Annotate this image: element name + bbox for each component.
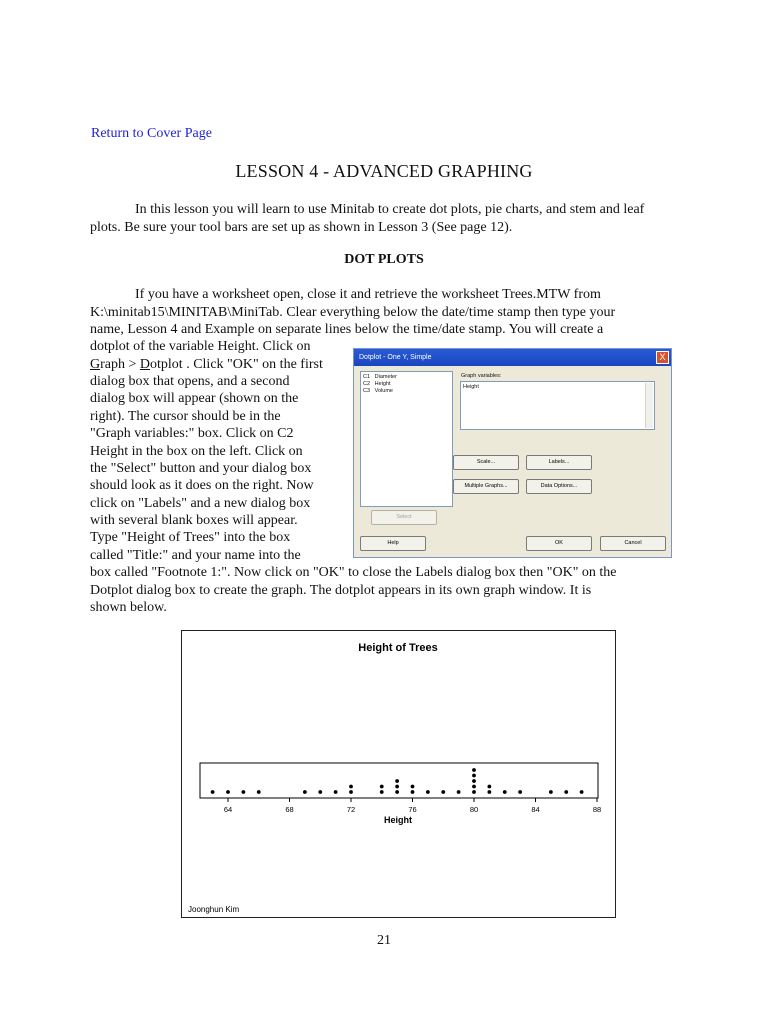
data-dot — [226, 790, 230, 794]
column-id: C2 — [363, 381, 371, 387]
data-dot — [472, 768, 476, 772]
select-button[interactable]: Select — [371, 510, 437, 525]
dialog-titlebar — [354, 349, 671, 366]
page-number: 21 — [377, 933, 391, 948]
menu-mnemonic: G — [90, 357, 101, 372]
x-tick-label: 64 — [223, 805, 233, 814]
graph-variables-input[interactable] — [460, 381, 655, 430]
help-button[interactable]: Help — [360, 536, 426, 551]
body-line: the "Select" button and your dialog box — [90, 461, 312, 476]
data-dot — [395, 779, 399, 783]
multiple-graphs-button[interactable]: Multiple Graphs... — [453, 479, 519, 494]
body-line: right). The cursor should be in the — [90, 409, 281, 424]
body-line: shown below. — [90, 600, 167, 615]
body-line-text: otplot . Click "OK" on the first — [150, 357, 323, 372]
column-list[interactable] — [360, 371, 453, 507]
data-dot — [395, 790, 399, 794]
body-line: Type "Height of Trees" into the box — [90, 530, 291, 545]
column-item-c3[interactable] — [363, 388, 450, 395]
ok-button[interactable]: OK — [526, 536, 592, 551]
body-line — [90, 286, 601, 304]
menu-mnemonic: D — [139, 357, 151, 372]
data-dot — [411, 785, 415, 789]
data-dot — [472, 790, 476, 794]
data-dot — [380, 785, 384, 789]
dotplot-chart — [181, 630, 616, 918]
close-icon[interactable]: X — [656, 351, 669, 364]
x-tick-label: 68 — [285, 805, 294, 814]
labels-button[interactable]: Labels... — [526, 455, 592, 470]
graph-variables-label: Graph variables: — [461, 373, 502, 379]
data-dot — [441, 790, 445, 794]
data-dot — [334, 790, 338, 794]
x-axis-label: Height — [384, 815, 412, 825]
section-heading: DOT PLOTS — [344, 252, 424, 267]
data-dot — [211, 790, 215, 794]
dotplot-svg — [182, 631, 615, 917]
intro-paragraph: In this lesson you will learn to use Minitab to create dot plots, pie charts, and stem and leaf plots. Be sure your tool bars are set up as shown in Lesson 3 (See page 12). — [90, 202, 645, 235]
data-dot — [564, 790, 568, 794]
body-line: should look as it does on the right. Now — [90, 478, 314, 493]
data-dot — [503, 790, 507, 794]
data-dot — [303, 790, 307, 794]
chart-title: Height of Trees — [358, 642, 438, 654]
cancel-button[interactable]: Cancel — [600, 536, 666, 551]
body-line: "Graph variables:" box. Click on C2 — [90, 426, 294, 441]
column-item-c2[interactable] — [363, 381, 450, 388]
data-dot — [380, 790, 384, 794]
x-tick-label: 84 — [531, 805, 540, 814]
column-name: Volume — [374, 388, 393, 394]
body-line: box called "Footnote 1:". Now click on "OK" to close the Labels dialog box then "OK" on the — [90, 565, 617, 580]
x-tick-label: 76 — [408, 805, 417, 814]
body-line — [90, 356, 323, 374]
data-dot — [349, 790, 353, 794]
data-dot — [457, 790, 461, 794]
data-dot — [549, 790, 553, 794]
data-dot — [395, 785, 399, 789]
column-id: C3 — [363, 388, 371, 394]
body-line: Height in the box on the left. Click on — [90, 444, 303, 459]
data-dot — [426, 790, 430, 794]
data-dot — [257, 790, 261, 794]
body-line: Dotplot dialog box to create the graph. The dotplot appears in its own graph window. It is — [90, 583, 592, 598]
body-line: dialog box that opens, and a second — [90, 374, 290, 389]
body-line: called "Title:" and your name into the — [90, 548, 301, 563]
x-tick-label: 80 — [469, 805, 479, 814]
data-dot — [472, 785, 476, 789]
body-line-text: raph > — [100, 357, 140, 372]
body-line: dotplot of the variable Height. Click on — [90, 339, 311, 354]
data-dot — [580, 790, 584, 794]
column-item-c1[interactable] — [363, 374, 450, 381]
column-id: C1 — [363, 374, 371, 380]
scrollbar[interactable] — [645, 383, 653, 428]
chart-footnote: Joonghun Kim — [188, 905, 240, 914]
scale-button[interactable]: Scale... — [453, 455, 519, 470]
body-line: click on "Labels" and a new dialog box — [90, 496, 311, 511]
dotplot-dialog — [353, 348, 672, 558]
body-line-text: If you have a worksheet open, close it and retrieve the worksheet Trees.MTW from — [135, 287, 601, 302]
body-line: with several blank boxes will appear. — [90, 513, 298, 528]
page-title: LESSON 4 - ADVANCED GRAPHING — [235, 161, 533, 181]
column-name: Diameter — [374, 374, 397, 380]
body-line: dialog box will appear (shown on the — [90, 391, 299, 406]
data-dot — [487, 790, 491, 794]
data-dot — [241, 790, 245, 794]
data-dot — [349, 785, 353, 789]
data-dot — [411, 790, 415, 794]
data-dot — [487, 785, 491, 789]
body-line: K:\minitab15\MINITAB\MiniTab. Clear everything below the date/time stamp then type your — [90, 305, 616, 320]
graph-variables-value: Height — [463, 384, 479, 390]
x-tick-label: 72 — [346, 805, 356, 814]
return-to-cover-link[interactable]: Return to Cover Page — [91, 126, 212, 141]
x-axis — [224, 798, 601, 814]
dot-series — [211, 768, 584, 794]
body-line: name, Lesson 4 and Example on separate lines below the time/date stamp. You will create a — [90, 322, 604, 337]
data-dot — [472, 779, 476, 783]
column-name: Height — [374, 381, 391, 387]
data-options-button[interactable]: Data Options... — [526, 479, 592, 494]
data-dot — [318, 790, 322, 794]
data-dot — [518, 790, 522, 794]
dialog-title: Dotplot - One Y, Simple — [359, 354, 432, 361]
data-dot — [472, 774, 476, 778]
x-tick-label: 88 — [592, 805, 602, 814]
